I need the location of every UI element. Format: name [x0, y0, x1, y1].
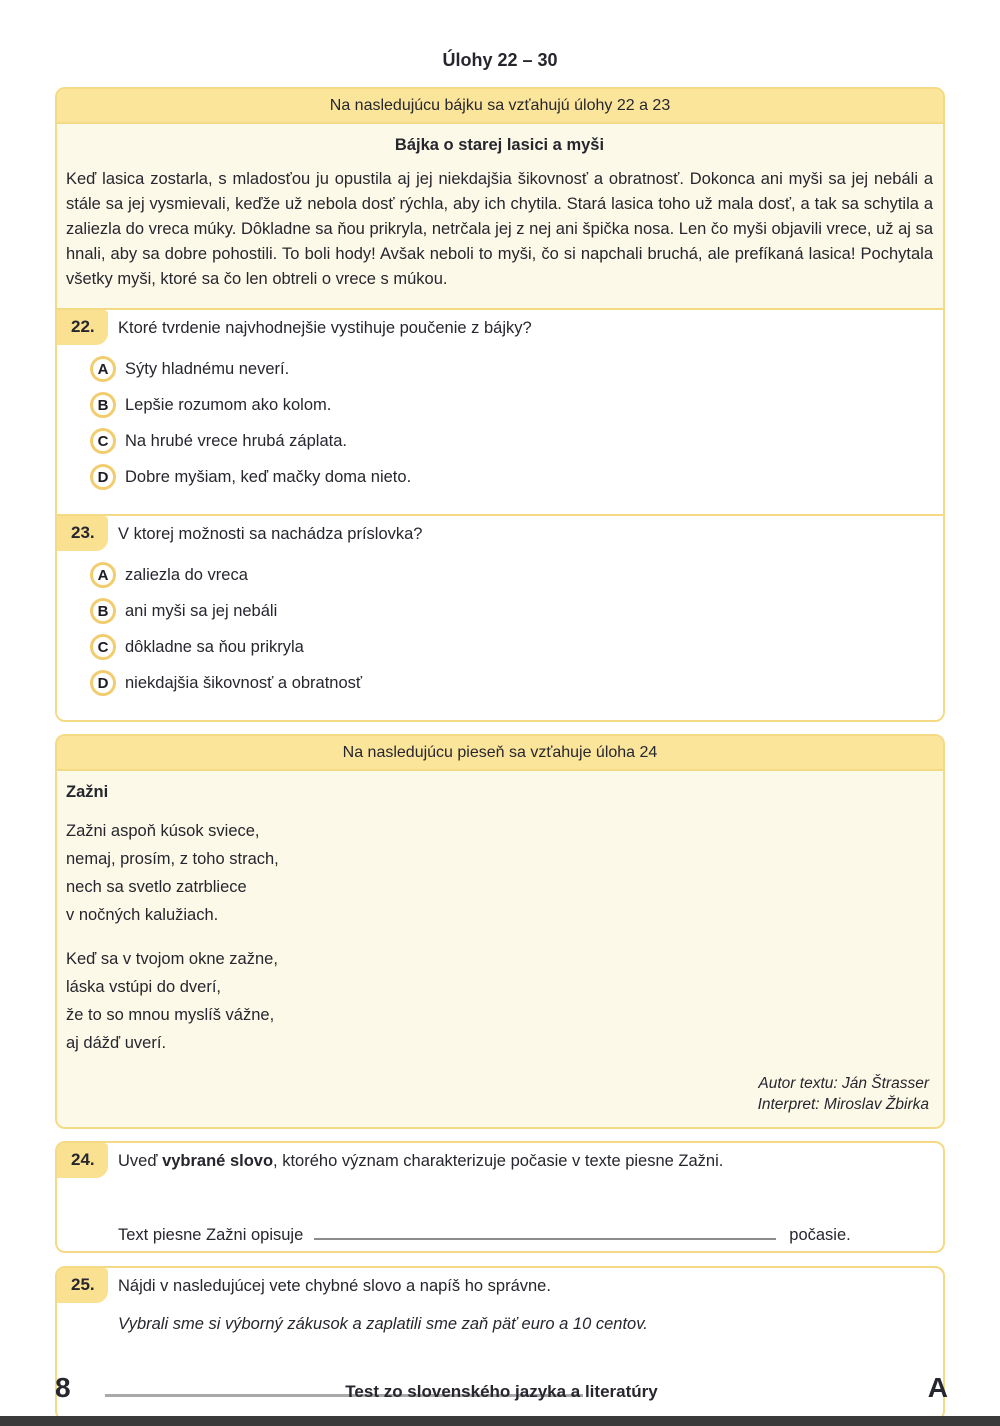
option-label: ani myši sa jej nebáli — [125, 601, 278, 620]
verse-line: Keď sa v tvojom okne zažne, — [66, 950, 278, 968]
fill-suffix: počasie. — [789, 1226, 851, 1244]
question-22-text: Ktoré tvrdenie najvhodnejšie vystihuje poučenie z bájky? — [118, 319, 532, 337]
question-23-number: 23. — [57, 516, 108, 551]
verse-line: že to so mnou myslíš vážne, — [66, 1006, 275, 1024]
question-25-number: 25. — [57, 1268, 108, 1303]
verse-line: láska vstúpi do dverí, — [66, 978, 221, 996]
question-22-number: 22. — [57, 310, 108, 345]
question-24-text-suffix: , ktorého význam charakterizuje počasie v texte piesne Zažni. — [273, 1152, 724, 1170]
verse-line: aj dážď uverí. — [66, 1034, 167, 1052]
song-credits — [66, 1073, 929, 1115]
song-verse-2 — [66, 945, 929, 1057]
question-24 — [55, 1141, 945, 1253]
fable-instruction-band: Na nasledujúcu bájku sa vzťahujú úlohy 22 a 23 — [57, 89, 943, 122]
question-24-text-bold: vybrané slovo — [162, 1152, 274, 1170]
song-verse-1 — [66, 817, 929, 929]
option-label: Lepšie rozumom ako kolom. — [125, 395, 332, 414]
option-row[interactable] — [90, 464, 943, 490]
verse-line: nemaj, prosím, z toho strach, — [66, 850, 279, 868]
question-24-text-prefix: Uveď — [118, 1152, 163, 1170]
page-footer — [55, 1372, 948, 1404]
fill-label: Text piesne Zažni opisuje — [118, 1226, 304, 1244]
option-bubble-d[interactable]: D — [90, 464, 116, 490]
song-instruction-band: Na nasledujúcu pieseň sa vzťahuje úloha 24 — [57, 736, 943, 769]
song-box — [55, 734, 945, 1129]
option-row[interactable] — [90, 562, 943, 588]
option-label: niekdajšia šikovnosť a obratnosť — [125, 673, 363, 692]
option-row[interactable] — [90, 356, 943, 382]
fable-section — [57, 122, 943, 308]
fable-text: Keď lasica zostarla, s mladosťou ju opustila aj jej niekdajšia šikovnosť a obratnosť. Dokonca ani myši sa jej nebáli a stále sa jej vysmievali, keďže už nebola dosť rýchla, aby ich chytila. Stará lasica toho už mala dosť, a tak sa schytila a zaliezla do vreca múky. Dôkladne sa ňou prikryla, netrčala jej z nej ani špička nosa. Len čo myši objavili vrece, už aj sa hnali, aby sa dobre pohostili. To boli hody! Avšak neboli to myši, čo si napchali bruchá, ale prefíkaná lasica! Pochytala všetky myši, ktoré sa čo len obtreli o vrece s múkou. — [66, 170, 933, 288]
option-bubble-c[interactable]: C — [90, 634, 116, 660]
option-bubble-b[interactable]: B — [90, 392, 116, 418]
verse-line: Zažni aspoň kúsok sviece, — [66, 822, 260, 840]
option-row[interactable] — [90, 670, 943, 696]
option-bubble-a[interactable]: A — [90, 562, 116, 588]
option-row[interactable] — [90, 428, 943, 454]
option-label: Na hrubé vrece hrubá záplata. — [125, 431, 347, 450]
option-row[interactable] — [90, 392, 943, 418]
footer-test-title: Test zo slovenského jazyka a literatúry — [345, 1382, 658, 1401]
option-label: dôkladne sa ňou prikryla — [125, 637, 304, 656]
option-row[interactable] — [90, 598, 943, 624]
option-bubble-d[interactable]: D — [90, 670, 116, 696]
bottom-divider-bar — [0, 1416, 1000, 1426]
page-title: Úlohy 22 – 30 — [442, 50, 558, 70]
question-25-sentence: Vybrali sme si výborný zákusok a zaplatili sme zaň päť euro a 10 centov. — [118, 1315, 648, 1333]
question-23-text: V ktorej možnosti sa nachádza príslovka? — [118, 525, 423, 543]
verse-line: nech sa svetlo zatrbliece — [66, 878, 247, 896]
verse-line: v nočných kalužiach. — [66, 906, 219, 924]
question-22-options — [90, 356, 943, 490]
answer-blank-line[interactable] — [314, 1225, 776, 1240]
question-24-fill-row — [118, 1225, 919, 1245]
question-24-text — [57, 1143, 943, 1179]
fable-questions-box — [55, 87, 945, 722]
option-row[interactable] — [90, 634, 943, 660]
option-label: Dobre myšiam, keď mačky doma nieto. — [125, 467, 412, 486]
song-title: Zažni — [66, 783, 109, 801]
option-bubble-b[interactable]: B — [90, 598, 116, 624]
song-author: Autor textu: Ján Štrasser — [758, 1075, 929, 1092]
option-bubble-c[interactable]: C — [90, 428, 116, 454]
question-24-number: 24. — [57, 1143, 108, 1178]
test-form-letter: A — [927, 1372, 948, 1403]
option-bubble-a[interactable]: A — [90, 356, 116, 382]
page-number: 8 — [55, 1372, 71, 1403]
song-section — [57, 769, 943, 1127]
question-23 — [57, 514, 943, 720]
song-interpret: Interpret: Miroslav Žbirka — [757, 1096, 929, 1113]
question-23-options — [90, 562, 943, 696]
option-label: zaliezla do vreca — [125, 565, 248, 584]
question-25-text: Nájdi v nasledujúcej vete chybné slovo a napíš ho správne. — [118, 1277, 551, 1295]
question-22 — [57, 308, 943, 514]
option-label: Sýty hladnému neverí. — [125, 359, 290, 378]
fable-title: Bájka o starej lasici a myši — [394, 136, 605, 154]
